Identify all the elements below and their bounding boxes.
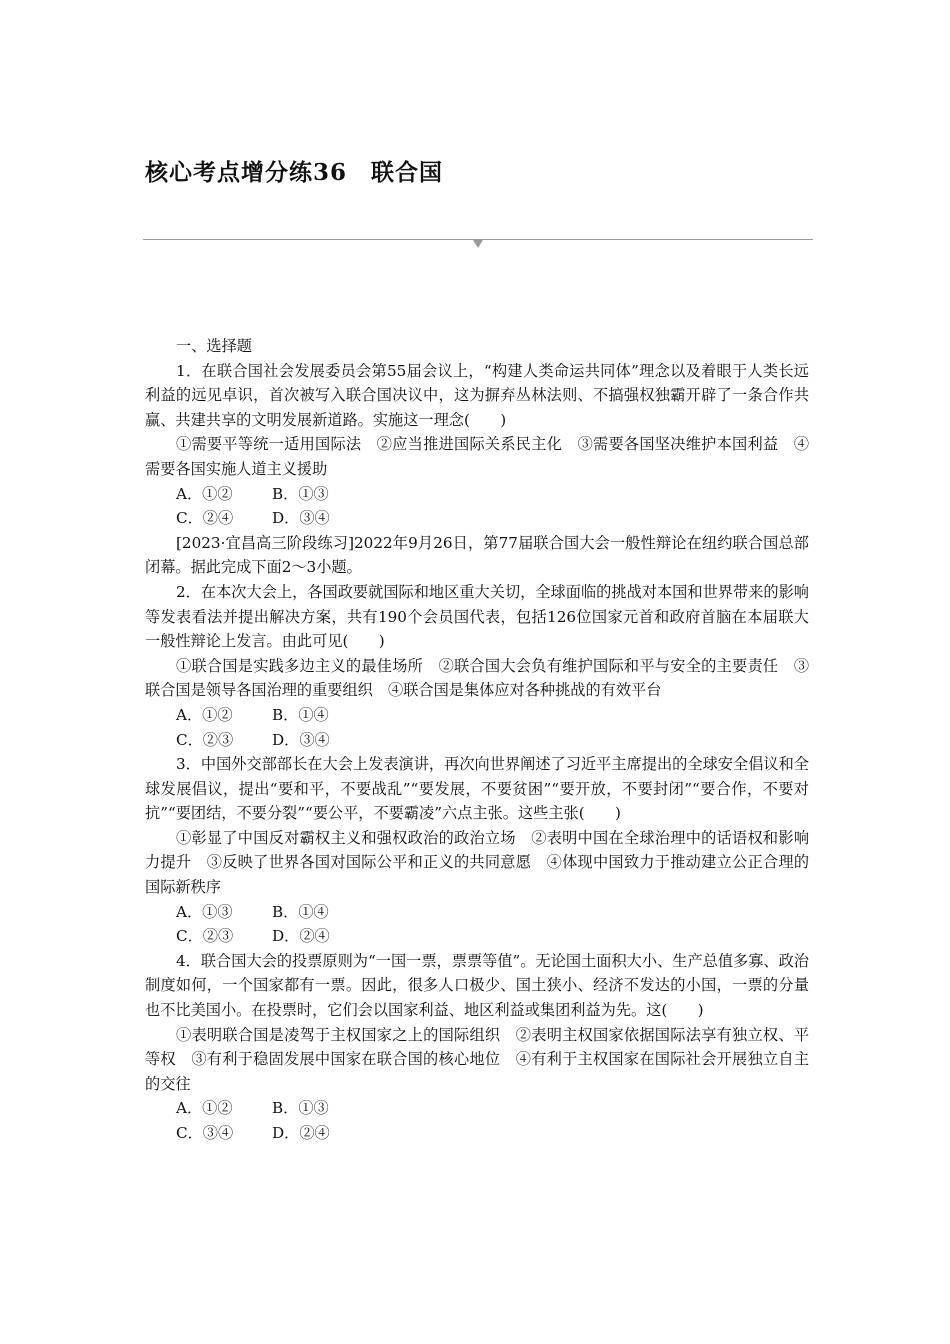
- option-row: [145, 703, 809, 728]
- question-stem: 4．联合国大会的投票原则为“一国一票，票票等值”。无论国土面积大小、生产总值多寡、政治制度如何，一个国家都有一票。因此，很多人口极少、国土狭小、经济不发达的小国，一票的分量也不比美国小。在投票时，它们会以国家利益、地区利益或集团利益为先。这( ): [145, 951, 809, 1020]
- option-c: C．②③: [176, 927, 234, 946]
- page-title: 核心考点增分练36 联合国: [145, 159, 444, 186]
- question-stem: 2．在本次大会上，各国政要就国际和地区重大关切，全球面临的挑战对本国和世界带来的影响等发表看法并提出解决方案，共有190个会员国代表，包括126位国家元首和政府首脑在本届联大一般性辩论上发言。由此可见( ): [145, 582, 809, 651]
- option-row: [145, 506, 809, 531]
- option-c: C．②④: [176, 509, 234, 528]
- option-a: A．①②: [176, 705, 233, 724]
- section-heading: 一、选择题: [176, 337, 252, 355]
- option-b: B．①③: [272, 484, 329, 503]
- question-statements: ①需要平等统一适用国际法 ②应当推进国际关系民主化 ③需要各国坚决维护本国利益 ④需要各国实施人道主义援助: [145, 435, 809, 478]
- option-row: [145, 900, 809, 925]
- question-stem: 3．中国外交部部长在大会上发表演讲，再次向世界阐述了习近平主席提出的全球安全倡议和全球发展倡议，提出“要和平，不要战乱”“要发展，不要贫困”“要开放，不要封闭”“要合作，不要对抗”“要团结，不要分裂”“要公平，不要霸凌”六点主张。这些主张( ): [145, 755, 809, 823]
- option-c: C．②③: [176, 730, 234, 749]
- option-c: C．③④: [176, 1124, 234, 1142]
- option-row: [145, 728, 809, 753]
- option-d: D．②④: [272, 1124, 330, 1142]
- option-a: A．①③: [176, 902, 233, 921]
- question-statements: ①联合国是实践多边主义的最佳场所 ②联合国大会负有维护国际和平与安全的主要责任 ③联合国是领导各国治理的重要组织 ④联合国是集体应对各种挑战的有效平台: [145, 656, 809, 700]
- option-b: B．①④: [272, 705, 329, 724]
- option-row: [145, 924, 809, 949]
- option-b: B．①④: [272, 902, 329, 921]
- option-d: D．③④: [272, 730, 330, 749]
- option-a: A．①②: [176, 1099, 233, 1118]
- exercise-content: [145, 334, 809, 1146]
- option-row: [145, 1121, 809, 1146]
- option-d: D．③④: [272, 509, 330, 528]
- question-statements: ①表明联合国是凌驾于主权国家之上的国际组织 ②表明主权国家依据国际法享有独立权、平等权 ③有利于稳固发展中国家在联合国的核心地位 ④有利于主权国家在国际社会开展独立自主的交往: [145, 1025, 809, 1093]
- option-d: D．②④: [272, 927, 330, 946]
- option-row: [145, 1096, 809, 1121]
- divider-arrow-icon: [473, 240, 483, 248]
- question-stem: 1．在联合国社会发展委员会第55届会议上，“构建人类命运共同体”理念以及着眼于人类长远利益的远见卓识，首次被写入联合国决议中，这为摒弃丛林法则、不搞强权独霸开辟了一条合作共赢、共建共享的文明发展新道路。实施这一理念( ): [145, 361, 809, 429]
- option-a: A．①②: [176, 484, 233, 503]
- material-text: [2023·宜昌高三阶段练习]2022年9月26日，第77届联合国大会一般性辩论在纽约联合国总部闭幕。据此完成下面2～3小题。: [145, 533, 809, 577]
- option-b: B．①③: [272, 1099, 329, 1118]
- option-row: [145, 482, 809, 507]
- question-statements: ①彰显了中国反对霸权主义和强权政治的政治立场 ②表明中国在全球治理中的话语权和影响力提升 ③反映了世界各国对国际公平和正义的共同意愿 ④体现中国致力于推动建立公正合理的国际新秩序: [145, 828, 809, 897]
